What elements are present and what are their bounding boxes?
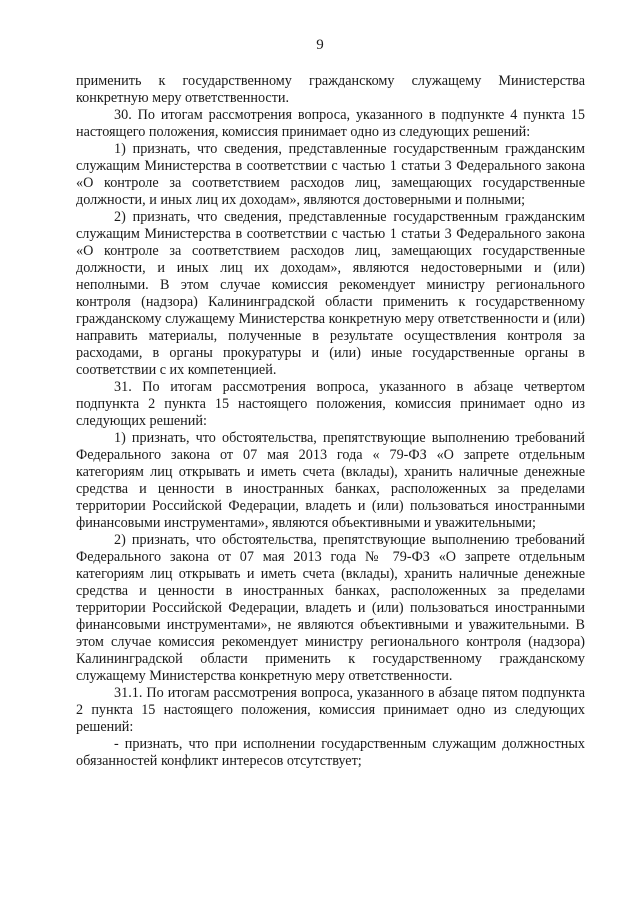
paragraph-item-31: 31. По итогам рассмотрения вопроса, указанного в абзаце четвертом подпункта 2 пункта 15 настоящего положения, комиссия принимает одно из следующих решений:: [76, 379, 585, 429]
paragraph-item-31-2: 2) признать, что обстоятельства, препятствующие выполнению требований Федерального закона от 07 мая 2013 года № 79-ФЗ «О запрете отдельным категориям лиц открывать и иметь счета (вклады), хранить наличные денежные средства и ценности в иностранных банках, расположенных за пределами территории Российской Федерации, владеть и (или) пользоваться иностранными финансовыми инструментами», не являются объективными и уважительными. В этом случае комиссия рекомендует министру регионального контроля (надзора) Калининградской области применить к государственному гражданскому служащему Министерства конкретную меру ответственности.: [76, 532, 585, 684]
paragraph-item-31-1: 1) признать, что обстоятельства, препятствующие выполнению требований Федерального закона от 07 мая 2013 года « 79-ФЗ «О запрете отдельным категориям лиц открывать и иметь счета (вклады), хранить наличные денежные средства и ценности в иностранных банках, расположенных за пределами территории Российской Федерации, владеть и (или) пользоваться иностранными финансовыми инструментами», являются объективными и уважительными;: [76, 430, 585, 531]
paragraph-item-30: 30. По итогам рассмотрения вопроса, указанного в подпункте 4 пункта 15 настоящего положения, комиссия принимает одно из следующих решений:: [76, 107, 585, 140]
paragraph-continuation: применить к государственному гражданскому служащему Министерства конкретную меру ответственности.: [76, 73, 585, 106]
paragraph-item-30-1: 1) признать, что сведения, представленные государственным гражданским служащим Министерства в соответствии с частью 1 статьи 3 Федерального закона «О контроле за соответствием расходов лиц, замещающих государственные должности, и иных лиц их доходам», являются достоверными и полными;: [76, 141, 585, 208]
paragraph-dash-item: - признать, что при исполнении государственным служащим должностных обязанностей конфликт интересов отсутствует;: [76, 736, 585, 769]
paragraph-item-31-point-1: 31.1. По итогам рассмотрения вопроса, указанного в абзаце пятом подпункта 2 пункта 15 настоящего положения, комиссия принимает одно из следующих решений:: [76, 685, 585, 735]
paragraph-item-30-2: 2) признать, что сведения, представленные государственным гражданским служащим Министерства в соответствии с частью 1 статьи 3 Федерального закона «О контроле за соответствием расходов лиц, замещающих государственные должности, и иных лиц их доходам», являются недостоверными и (или) неполными. В этом случае комиссия рекомендует министру регионального контроля (надзора) Калининградской области применить к государственному гражданскому служащему Министерства конкретную меру ответственности и (или) направить материалы, полученные в результате осуществления контроля за расходами, в органы прокуратуры и (или) иные государственные органы в соответствии с их компетенцией.: [76, 209, 585, 378]
document-body: [76, 73, 585, 770]
page-number: 9: [316, 37, 324, 53]
